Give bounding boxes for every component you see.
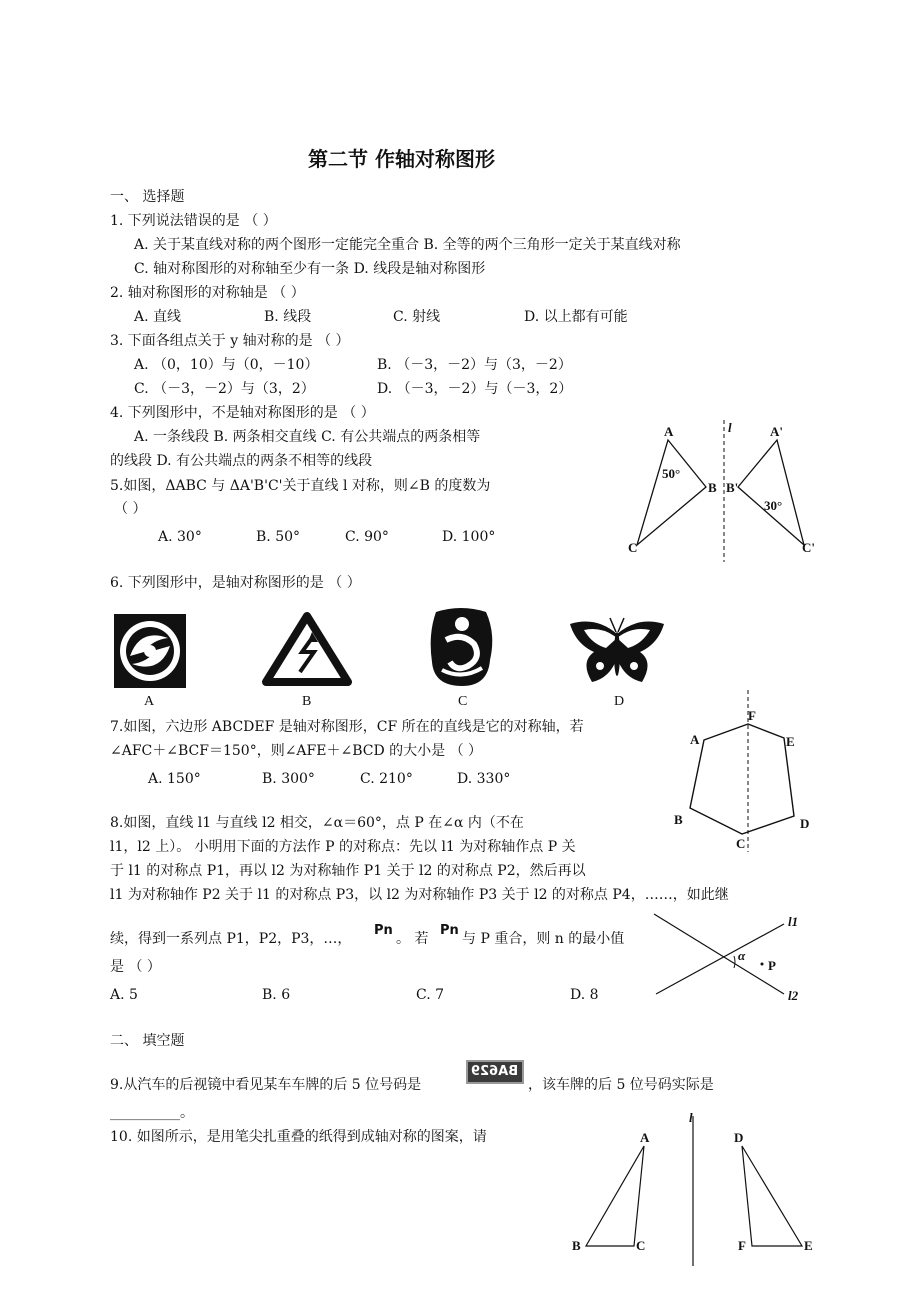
q7-option-d: D. 330° xyxy=(457,771,511,787)
q3-option-d: D. （－3，－2）与（－3，2） xyxy=(377,381,573,397)
q7-label-c: C xyxy=(736,836,746,851)
q10-label-e: E xyxy=(804,1238,813,1253)
q5-option-c: C. 90° xyxy=(345,529,389,545)
q5-label-a: A xyxy=(664,424,674,439)
q8-line5-part3: 与 P 重合，则 n 的最小值 xyxy=(462,931,625,947)
q8-label-l1: l1 xyxy=(788,914,799,929)
q8-line2: l1，l2 上）。 小明用下面的方法作 P 的对称点：先以 l1 为对称轴作点 P 关 xyxy=(110,839,576,855)
q10-label-b: B xyxy=(572,1238,581,1253)
q8-label-alpha: α xyxy=(738,948,746,963)
q6-label-d: D xyxy=(614,694,625,709)
q5-label-b-prime: B' xyxy=(726,480,739,495)
q9-plate-text: BA629 xyxy=(471,1064,519,1079)
q6-emblem-c xyxy=(426,604,496,688)
q8-line5-part1: 续，得到一系列点 P1，P2，P3，…， xyxy=(110,931,352,947)
q5-option-d: D. 100° xyxy=(442,529,496,545)
q4-stem: 4. 下列图形中，不是轴对称图形的是 （ ） xyxy=(110,405,375,421)
q5-triangle-figure xyxy=(620,418,830,568)
q10-pinhole-figure xyxy=(568,1112,828,1272)
q5-stem: 5.如图，ΔABC 与 ΔA'B'C'关于直线 l 对称，则∠B 的度数为 xyxy=(110,478,491,494)
q2-option-d: D. 以上都有可能 xyxy=(524,309,628,325)
q5-option-a: A. 30° xyxy=(158,529,202,545)
q5-label-c: C xyxy=(628,540,638,555)
q5-option-b: B. 50° xyxy=(256,529,301,545)
q8-option-d: D. 8 xyxy=(570,987,599,1003)
q7-label-f: F xyxy=(748,708,756,723)
q3-stem: 3. 下面各组点关于 y 轴对称的是 （ ） xyxy=(110,333,350,349)
q3-option-b: B. （－3，－2）与（3，－2） xyxy=(377,357,572,373)
q8-option-b: B. 6 xyxy=(262,987,291,1003)
q6-label-c: C xyxy=(458,694,468,709)
q2-option-b: B. 线段 xyxy=(264,309,312,325)
q1-stem: 1. 下列说法错误的是 （ ） xyxy=(110,213,277,229)
q8-option-c: C. 7 xyxy=(416,987,445,1003)
q9-text-part2: ，该车牌的后 5 位号码实际是 xyxy=(528,1077,714,1093)
section-heading-fill: 二、 填空题 xyxy=(110,1033,185,1049)
q5-label-c-prime: C' xyxy=(802,540,815,555)
q10-label-d: D xyxy=(734,1130,744,1145)
q8-line3: 于 l1 的对称点 P1，再以 l2 为对称轴作 P1 关于 l2 的对称点 P2，然后再以 xyxy=(110,863,586,879)
q7-line1: 7.如图，六边形 ABCDEF 是轴对称图形，CF 所在的直线是它的对称轴，若 xyxy=(110,719,584,735)
q10-label-axis: l xyxy=(689,1110,693,1125)
q7-label-e: E xyxy=(786,734,795,749)
q10-label-a: A xyxy=(640,1130,650,1145)
q9-answer-blank: __________。 xyxy=(110,1105,194,1121)
q2-stem: 2. 轴对称图形的对称轴是 （ ） xyxy=(110,285,305,301)
q5-label-b: B xyxy=(708,480,717,495)
q8-line5-part2: 。 若 xyxy=(396,931,429,947)
q10-label-c: C xyxy=(636,1238,646,1253)
q8-option-a: A. 5 xyxy=(110,987,138,1003)
q1-options-line2: C. 轴对称图形的对称轴至少有一条 D. 线段是轴对称图形 xyxy=(134,261,486,277)
q5-paren: （ ） xyxy=(114,501,147,517)
q6-label-b: B xyxy=(302,694,312,709)
q4-options-line2: 的线段 D. 有公共端点的两条不相等的线段 xyxy=(110,453,373,469)
q2-option-c: C. 射线 xyxy=(393,309,441,325)
q7-option-b: B. 300° xyxy=(262,771,315,787)
q8-pn-symbol-2: Pn xyxy=(440,923,459,938)
q7-label-d: D xyxy=(800,816,810,831)
q8-pn-symbol: Pn xyxy=(374,923,393,938)
q7-label-a: A xyxy=(690,732,700,747)
q3-option-a: A. （0，10）与（0，－10） xyxy=(134,357,319,373)
q6-option-labels xyxy=(140,688,640,712)
q8-label-p: P xyxy=(768,958,776,973)
q6-label-a: A xyxy=(144,694,155,709)
q8-line4: l1 为对称轴作 P2 关于 l1 的对称点 P3，以 l2 为对称轴作 P3 关于 l2 的对称点 P4，……，如此继 xyxy=(110,887,729,903)
q5-label-axis: l xyxy=(728,420,732,435)
q10-text: 10. 如图所示，是用笔尖扎重叠的纸得到成轴对称的图案，请 xyxy=(110,1129,487,1145)
q5-angle-30: 30° xyxy=(764,498,783,513)
q6-stem: 6. 下列图形中，是轴对称图形的是 （ ） xyxy=(110,575,361,591)
q7-hexagon-figure xyxy=(668,688,828,856)
q1-options-line1: A. 关于某直线对称的两个图形一定能完全重合 B. 全等的两个三角形一定关于某直线对称 xyxy=(134,237,681,253)
q7-label-b: B xyxy=(674,812,683,827)
q2-option-a: A. 直线 xyxy=(134,309,182,325)
q5-label-a-prime: A' xyxy=(770,424,783,439)
q7-option-c: C. 210° xyxy=(360,771,413,787)
q9-license-plate-image xyxy=(466,1060,524,1084)
q6-warning-sign-b xyxy=(262,612,352,686)
section-heading-choice: 一、 选择题 xyxy=(110,189,185,205)
q8-line1: 8.如图，直线 l1 与直线 l2 相交，∠α＝60°，点 P 在∠α 内（不在 xyxy=(110,815,524,831)
q10-label-f: F xyxy=(738,1238,746,1253)
q5-angle-50: 50° xyxy=(662,466,681,481)
page-title: 第二节 作轴对称图形 xyxy=(308,147,495,171)
q8-point-p xyxy=(761,963,764,966)
q6-butterfly-d xyxy=(566,614,668,688)
q7-option-a: A. 150° xyxy=(148,771,201,787)
q8-intersecting-lines-figure xyxy=(648,910,808,1002)
q7-line2: ∠AFC＋∠BCF＝150°，则∠AFE＋∠BCD 的大小是 （ ） xyxy=(110,743,483,759)
q9-text-part1: 9.从汽车的后视镜中看见某车车牌的后 5 位号码是 xyxy=(110,1077,422,1093)
q8-label-l2: l2 xyxy=(788,988,799,1003)
q6-logo-a xyxy=(112,612,188,690)
q4-options-line1: A. 一条线段 B. 两条相交直线 C. 有公共端点的两条相等 xyxy=(134,429,481,445)
q3-option-c: C. （－3，－2）与（3，2） xyxy=(134,381,315,397)
q8-line6: 是 （ ） xyxy=(110,959,161,975)
